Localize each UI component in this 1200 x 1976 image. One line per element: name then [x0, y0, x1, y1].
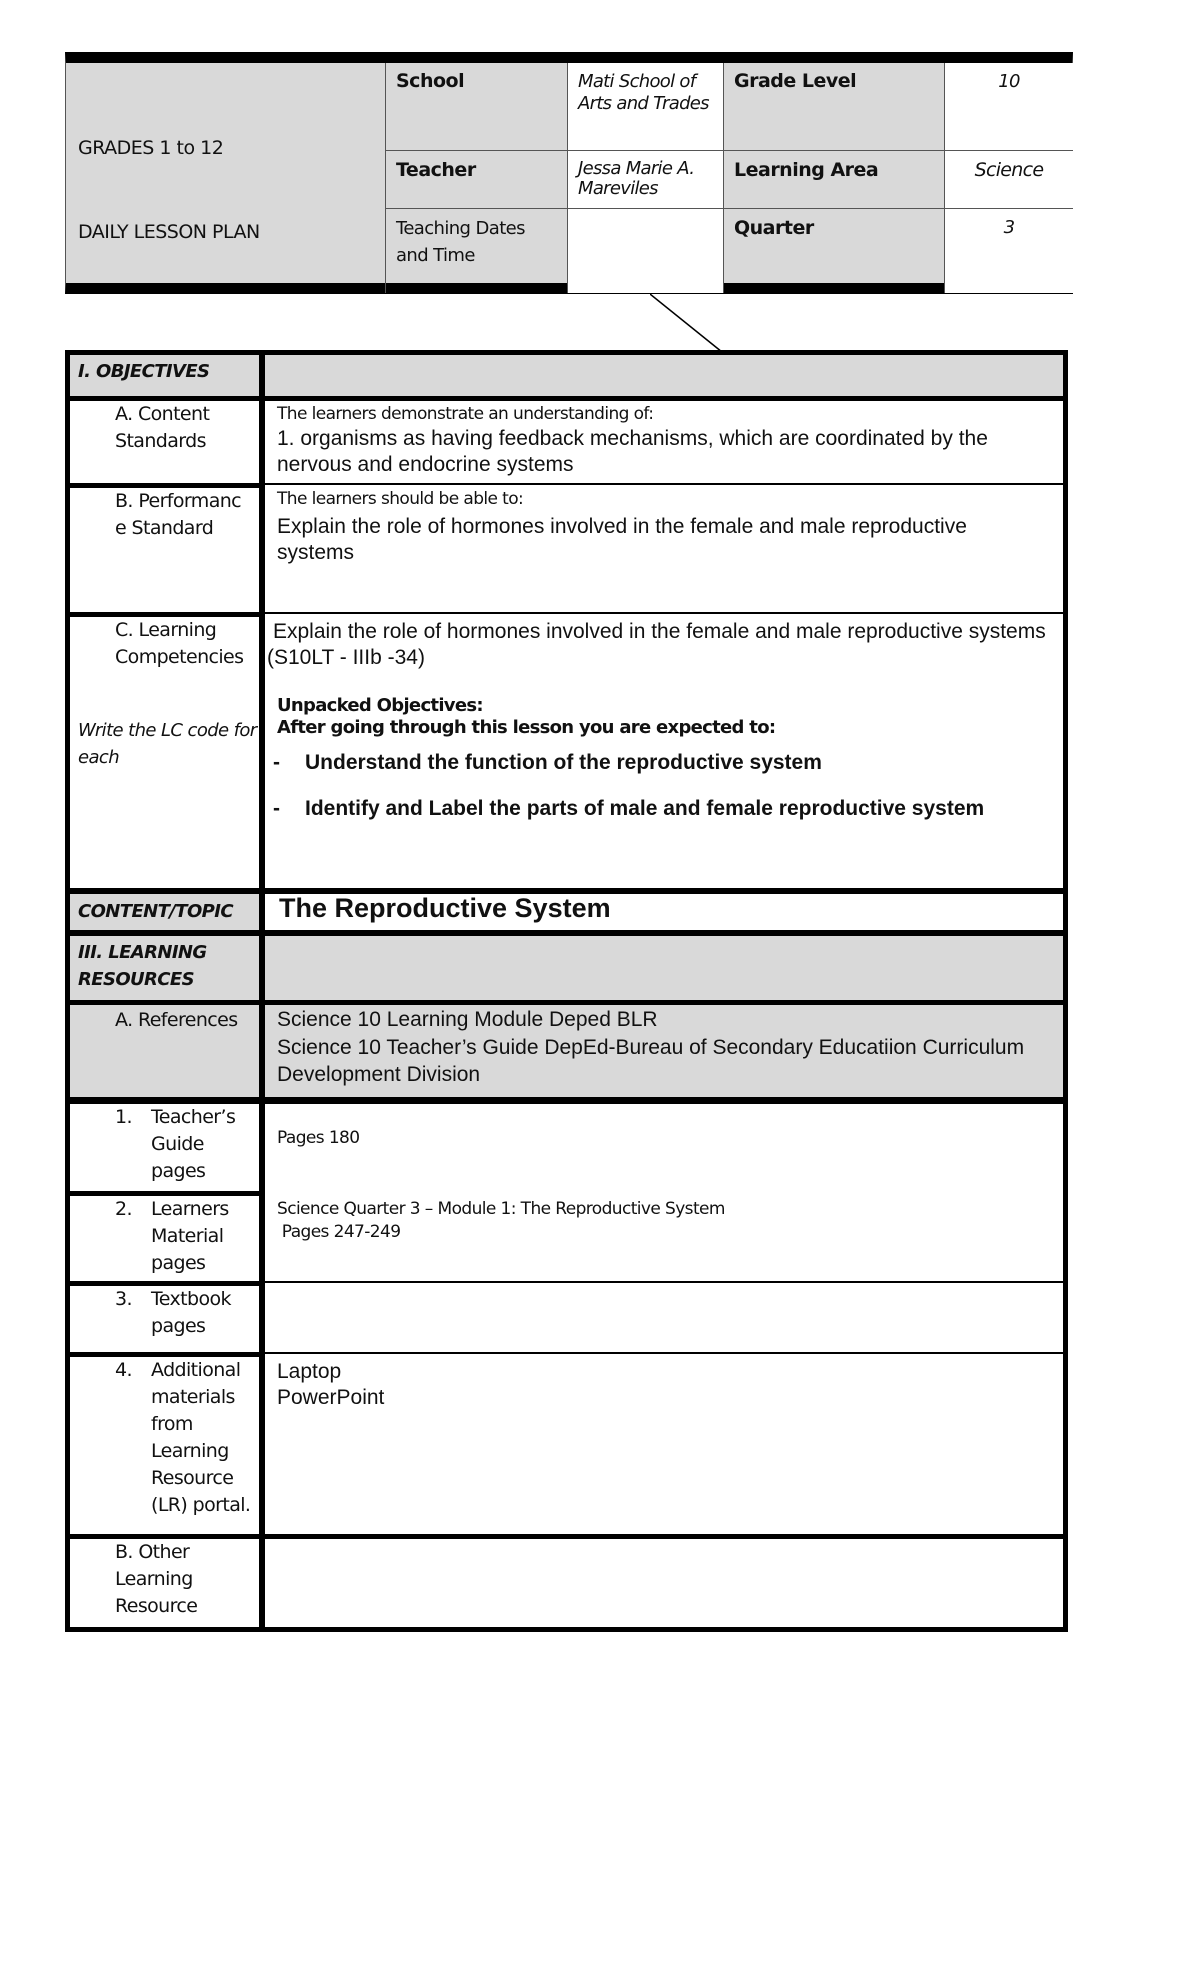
daily-lesson-plan-title: DAILY LESSON PLAN — [78, 221, 260, 243]
other-resource-value-cell — [265, 1539, 1063, 1632]
learners-material-module: Science Quarter 3 – Module 1: The Reproductive System — [277, 1199, 725, 1219]
reference-line: Science 10 Teacher’s Guide DepEd-Bureau of Secondary Educatiion Curriculum Development Division — [277, 1036, 1025, 1086]
lesson-plan-table — [65, 350, 1068, 1632]
textbook-value-cell — [265, 1286, 1063, 1352]
divider — [265, 1352, 1063, 1354]
teachers-guide-row — [70, 1104, 1063, 1191]
connector-line — [650, 294, 740, 354]
other-resource-label-cell — [70, 1539, 265, 1632]
teacher-label-cell — [385, 151, 567, 209]
learning-resources-heading-row — [70, 936, 1063, 1000]
references-value-cell — [265, 1005, 1063, 1097]
grade-label-cell — [723, 63, 944, 151]
textbook-label-cell — [70, 1286, 265, 1352]
objectives-heading-cell — [70, 355, 265, 396]
learning-resources-heading-filler — [265, 936, 1063, 1000]
school-value: Mati School of Arts and Trades — [578, 71, 709, 114]
learners-material-value-cell — [265, 1196, 1063, 1281]
learners-material-pages: Pages 247-249 — [277, 1222, 401, 1242]
learning-competencies-value-cell — [265, 617, 1063, 888]
performance-standard-value-cell — [265, 488, 1063, 612]
additional-materials-label-cell — [70, 1357, 265, 1534]
dates-label-cell — [385, 209, 567, 293]
additional-materials-row — [70, 1357, 1063, 1534]
content-standards-label-text: A. Content Standards — [115, 403, 210, 452]
bullet-dash: - — [273, 797, 280, 820]
teacher-value-cell — [567, 151, 723, 209]
learning-resources-heading-cell — [70, 936, 265, 1000]
content-topic-value-cell — [265, 894, 1063, 930]
content-topic-value: The Reproductive System — [279, 893, 611, 923]
quarter-value: 3 — [1003, 217, 1015, 238]
learning-competencies-label-cell — [70, 617, 265, 888]
teachers-guide-num: 1. — [115, 1106, 132, 1128]
unpacked-objective-item: Identify and Label the parts of male and female reproductive system — [305, 797, 985, 820]
learning-resources-heading: III. LEARNING RESOURCES — [78, 942, 207, 990]
objectives-heading-filler — [265, 355, 1063, 396]
grades-title: GRADES 1 to 12 — [78, 137, 224, 159]
dates-value-cell — [567, 209, 723, 293]
divider — [265, 612, 1063, 614]
learning-area-value: Science — [974, 159, 1044, 181]
references-label-cell — [70, 1005, 265, 1097]
bullet-dash: - — [273, 751, 280, 774]
lesson-plan-header — [65, 52, 1073, 294]
teachers-guide-value-cell — [265, 1104, 1063, 1191]
additional-materials-value-cell — [265, 1357, 1063, 1534]
divider — [70, 1097, 1063, 1104]
textbook-label: Textbook pages — [151, 1288, 231, 1337]
learners-material-label-cell — [70, 1196, 265, 1281]
school-label: School — [396, 70, 465, 92]
textbook-row — [70, 1286, 1063, 1352]
objectives-heading-row — [70, 355, 1063, 396]
divider — [265, 483, 1063, 485]
content-standards-text: 1. organisms as having feedback mechanisms, which are coordinated by the nervous and endocrine systems — [277, 427, 988, 476]
content-standards-intro: The learners demonstrate an understanding of: — [277, 404, 654, 424]
objectives-heading: I. OBJECTIVES — [78, 361, 210, 382]
performance-standard-text: Explain the role of hormones involved in the female and male reproductive systems — [277, 515, 967, 564]
content-topic-row — [70, 894, 1063, 930]
learners-material-label: Learners Material pages — [151, 1198, 229, 1274]
content-standards-value-cell — [265, 401, 1063, 483]
grade-level-value: 10 — [998, 71, 1020, 92]
learning-competencies-row — [70, 617, 1063, 888]
learning-competencies-label: C. Learning Competencies — [115, 619, 244, 668]
textbook-num: 3. — [115, 1288, 132, 1310]
performance-standard-label: B. Performance Standard — [115, 490, 242, 539]
quarter-value-cell — [944, 209, 1073, 293]
unpacked-objective-item: Understand the function of the reproductive system — [305, 751, 822, 774]
reference-line: Science 10 Learning Module Deped BLR — [277, 1008, 658, 1031]
teachers-guide-label-cell — [70, 1104, 265, 1191]
teaching-dates-label: Teaching Dates and Time — [396, 218, 525, 266]
performance-standard-intro: The learners should be able to: — [277, 489, 524, 509]
content-standards-label — [115, 401, 255, 455]
teachers-guide-value: Pages 180 — [277, 1128, 360, 1148]
quarter-label: Quarter — [734, 217, 814, 239]
grade-value-cell — [944, 63, 1073, 151]
content-standards-row — [70, 401, 1063, 483]
additional-material-item: Laptop — [277, 1360, 342, 1383]
additional-materials-label: Additional materials from Learning Resource (LR) portal. — [151, 1359, 251, 1516]
unpacked-objectives-title: Unpacked Objectives: — [277, 695, 483, 716]
references-label: A. References — [115, 1009, 238, 1031]
other-resource-label: B. Other Learning Resource — [115, 1541, 198, 1617]
area-value-cell — [944, 151, 1073, 209]
unpacked-objectives-intro: After going through this lesson you are expected to: — [277, 717, 776, 738]
additional-materials-num: 4. — [115, 1359, 132, 1381]
additional-material-item: PowerPoint — [277, 1386, 385, 1409]
lc-code-note: Write the LC code for each — [78, 720, 257, 768]
grade-level-label: Grade Level — [734, 70, 857, 92]
school-value-cell — [567, 63, 723, 151]
references-row — [70, 1005, 1063, 1097]
school-label-cell — [385, 63, 567, 151]
learners-material-num: 2. — [115, 1198, 132, 1220]
learners-material-row — [70, 1196, 1063, 1281]
performance-standard-row — [70, 488, 1063, 612]
quarter-label-cell — [723, 209, 944, 293]
other-resource-row — [70, 1539, 1063, 1632]
teacher-label: Teacher — [396, 159, 476, 181]
content-topic-label: CONTENT/TOPIC — [78, 901, 233, 922]
divider — [265, 1281, 1063, 1283]
performance-standard-label-cell — [70, 488, 265, 612]
teachers-guide-label: Teacher’s Guide pages — [151, 1106, 236, 1182]
area-label-cell — [723, 151, 944, 209]
content-standards-label-cell — [70, 401, 265, 483]
content-topic-label-cell — [70, 894, 265, 930]
learning-competencies-text: Explain the role of hormones involved in the female and male reproductive systems (S10LT - IIIb -34) — [267, 620, 1046, 669]
learning-area-label: Learning Area — [734, 159, 879, 181]
teacher-value: Jessa Marie A. Mareviles — [578, 158, 695, 199]
